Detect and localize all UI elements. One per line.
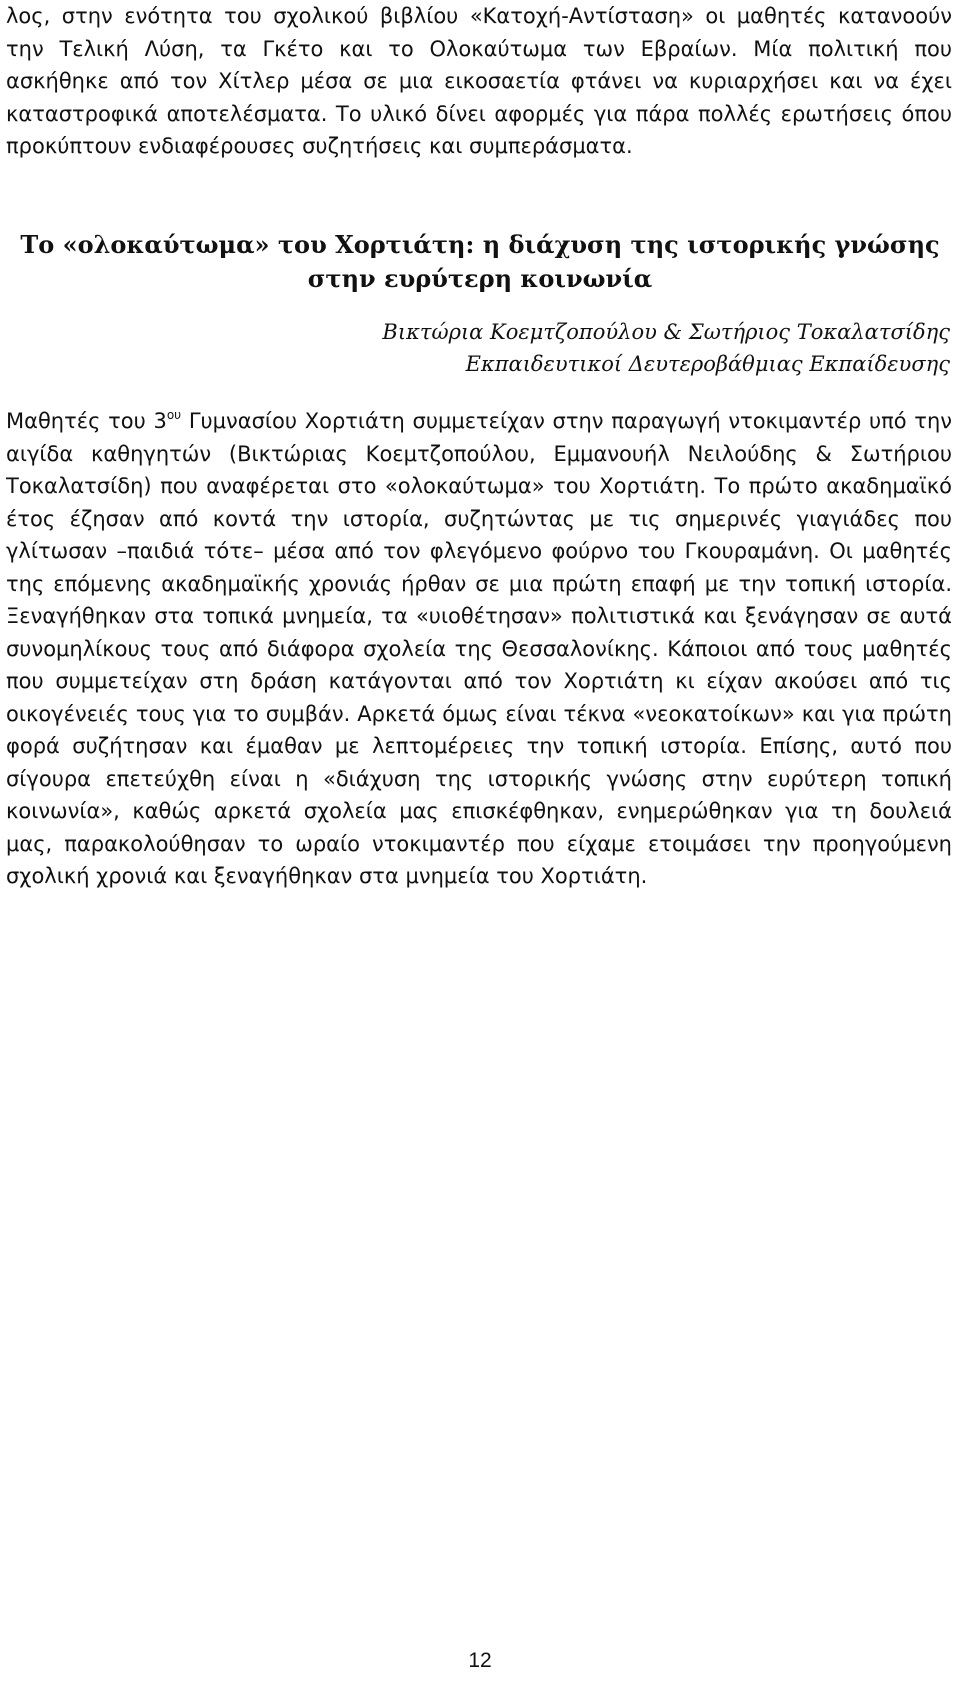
- body-main-text: Γυμνασίου Χορτιάτη συμμετείχαν στην παραγωγή ντοκιμαντέρ υπό την αιγίδα καθηγητών (Βικτώριας Κοεμτζοπούλου, Εμμανουήλ Νειλούδης & Σωτήριου Τοκαλατσίδη) που αναφέρεται στο «ολοκαύτωμα» του Χορτιάτη. Το πρώτο ακαδημαϊκό έτος έζησαν από κοντά την ιστορία, συζητώντας με τις σημερινές γιαγιάδες που γλίτωσαν –παιδιά τότε– μέσα από τον φλεγόμενο φούρνο του Γκουραμάνη. Οι μαθητές της επόμενης ακαδημαϊκής χρονιάς ήρθαν σε μια πρώτη επαφή με την τοπική ιστορία. Ξεναγήθηκαν στα τοπικά μνημεία, τα «υιοθέτησαν» πολιτιστικά και ξενάγησαν σε αυτά συνομηλίκους τους από διάφορα σχολεία της Θεσσαλονίκης. Κάποιοι από τους μαθητές που συμμετείχαν στη δράση κατάγονται από τον Χορτιάτη κι είχαν ακούσει από τις οικογένειές τους για το συμβάν. Αρκετά όμως είναι τέκνα «νεοκατοίκων» και για πρώτη φορά συζήτησαν και έμαθαν με λεπτομέρειες την τοπική ιστορία. Επίσης, αυτό που σίγουρα επετεύχθη είναι η «διάχυση της ιστορικής γνώσης στην ευρύτερη τοπική κοινωνία», καθώς αρκετά σχολεία μας επισκέφθηκαν, ενημερώθηκαν για τη δουλειά μας, παρακολούθησαν το ωραίο ντοκιμαντέρ που είχαμε ετοιμάσει την προηγούμενη σχολική χρονιά και ξεναγήθηκαν στα μνημεία του Χορτιάτη.: [6, 409, 952, 888]
- page-number: 12: [468, 1649, 492, 1672]
- body-prefix: Μαθητές του 3: [6, 409, 167, 433]
- author-names: Βικτώρια Κοεμτζοπούλου & Σωτήριος Τοκαλατσίδης: [382, 320, 950, 344]
- intro-text: λος, στην ενότητα του σχολικού βιβλίου «Κατοχή-Αντίσταση» οι μαθητές κατανοούν την Τελική Λύση, τα Γκέτο και το Ολοκαύτωμα των Εβραίων. Μία πολιτική που ασκήθηκε από τον Χίτλερ μέσα σε μια εικοσαετία φτάνει να κυριαρχήσει και να έχει καταστροφικά αποτελέσματα. Το υλικό δίνει αφορμές για πάρα πολλές ερωτήσεις όπου προκύπτουν ενδιαφέρουσες συζητήσεις και συμπεράσματα.: [6, 4, 952, 158]
- authors-block: [250, 316, 950, 380]
- body-text: [6, 405, 952, 893]
- section-heading: [0, 228, 960, 296]
- intro-paragraph: [6, 0, 952, 163]
- body-paragraph: [6, 405, 952, 893]
- author-role: Εκπαιδευτικοί Δευτεροβάθμιας Εκπαίδευσης: [465, 352, 950, 376]
- heading-line-1: Το «ολοκαύτωμα» του Χορτιάτη: η διάχυση της ιστορικής γνώσης: [20, 230, 940, 259]
- ordinal-superscript: ου: [166, 408, 182, 422]
- heading-line-2: στην ευρύτερη κοινωνία: [307, 264, 653, 293]
